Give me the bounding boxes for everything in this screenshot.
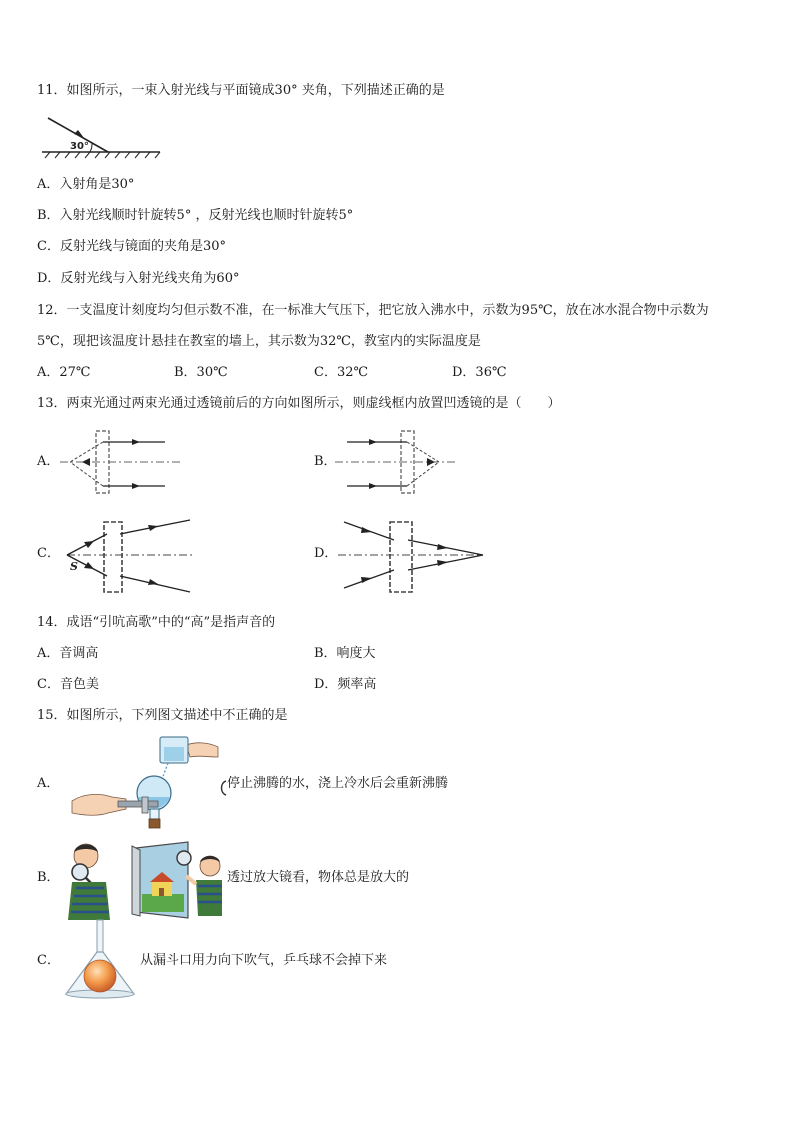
q15-figure-a-flask xyxy=(68,733,220,833)
q11-option-a: A．入射角是30° xyxy=(37,177,135,192)
q11-angle-label: 30° xyxy=(70,141,89,152)
q11-option-c: C．反射光线与镜面的夹角是30° xyxy=(37,239,226,254)
q15-figure-c-funnel xyxy=(62,918,138,1002)
q15-stem: 15．如图所示，下列图文描述中不正确的是 xyxy=(37,708,288,723)
q13-stem: 13．两束光通过两束光通过透镜前后的方向如图所示，则虚线框内放置凹透镜的是（ ） xyxy=(37,396,561,411)
q11-mirror-figure xyxy=(40,112,165,162)
q13-label-b: B． xyxy=(314,454,337,469)
q14-stem: 14．成语“引吭高歌”中的“高”是指声音的 xyxy=(37,615,276,630)
q12-option-d: D．36℃ xyxy=(452,365,507,380)
q13-point-s-label: S xyxy=(70,560,78,573)
q13-diagram-c xyxy=(62,518,197,596)
q15-figure-b-magnifier xyxy=(66,838,224,922)
q13-label-c: C． xyxy=(37,546,60,561)
q12-option-c: C．32℃ xyxy=(314,365,369,380)
q12-option-b: B．30℃ xyxy=(174,365,228,380)
q12-stem-line1: 12．一支温度计刻度均匀但示数不准，在一标准大气压下，把它放入沸水中，示数为95℃，放在冰水混合物中示数为 xyxy=(37,303,709,318)
q15-label-c: C． xyxy=(37,953,60,968)
q11-option-b: B．入射光线顺时针旋转5° ，反射光线也顺时针旋转5° xyxy=(37,208,354,223)
q13-label-a: A． xyxy=(37,454,60,469)
q13-diagram-a xyxy=(60,428,185,496)
q13-label-d: D． xyxy=(314,546,338,561)
q14-option-c: C．音色美 xyxy=(37,677,99,692)
q15-caption-b: 透过放大镜看，物体总是放大的 xyxy=(227,870,410,885)
q15-caption-c: 从漏斗口用力向下吹气，乒乓球不会掉下来 xyxy=(140,953,388,968)
q13-diagram-d xyxy=(338,518,488,596)
q15-label-b: B． xyxy=(37,870,60,885)
q14-option-b: B．响度大 xyxy=(314,646,376,661)
q14-option-d: D．频率高 xyxy=(314,677,377,692)
q11-option-d: D．反射光线与入射光线夹角为60° xyxy=(37,271,240,286)
q11-stem: 11．如图所示，一束入射光线与平面镜成30° 夹角，下列描述正确的是 xyxy=(37,83,445,98)
q13-diagram-b xyxy=(335,428,460,496)
q14-option-a: A．音调高 xyxy=(37,646,99,661)
q15-caption-a: 停止沸腾的水，浇上冷水后会重新沸腾 xyxy=(227,776,449,791)
q12-stem-line2: 5℃，现把该温度计悬挂在教室的墙上，其示数为32℃，教室内的实际温度是 xyxy=(37,334,481,349)
q15-label-a: A． xyxy=(37,776,60,791)
q12-option-a: A．27℃ xyxy=(37,365,91,380)
